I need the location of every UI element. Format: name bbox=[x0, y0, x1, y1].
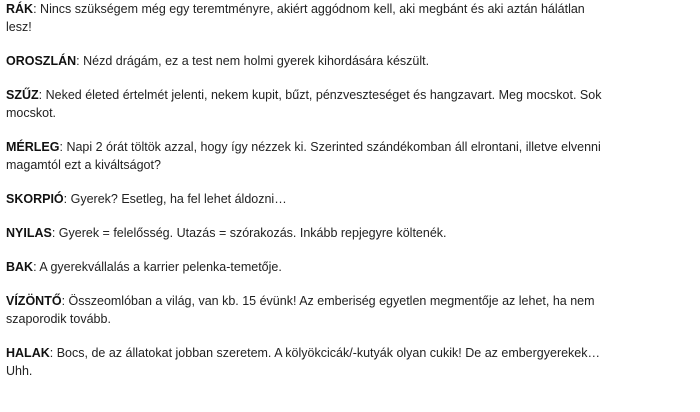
entry-skorpio bbox=[6, 190, 606, 208]
entry-text: Összeomlóban a világ, van kb. 15 évünk! Az emberiség egyetlen megmentője az lehet, ha nem szaporodik tovább. bbox=[6, 294, 595, 326]
sign-label: BAK bbox=[6, 260, 34, 274]
separator: : bbox=[63, 192, 71, 206]
sign-label: RÁK bbox=[6, 2, 34, 16]
sign-label: NYILAS bbox=[6, 226, 52, 240]
separator: : bbox=[61, 294, 69, 308]
sign-label: OROSZLÁN bbox=[6, 54, 77, 68]
entry-text: Nézd drágám, ez a test nem holmi gyerek kihordására készült. bbox=[83, 54, 430, 68]
entry-halak bbox=[6, 344, 606, 380]
entry-rak bbox=[6, 0, 606, 36]
entry-text: Bocs, de az állatokat jobban szeretem. A kölyökcicák/-kutyák olyan cukik! De az embergyerekek… Uhh. bbox=[6, 346, 601, 378]
sign-label: SKORPIÓ bbox=[6, 192, 64, 206]
entry-text: Gyerek? Esetleg, ha fel lehet áldozni… bbox=[70, 192, 287, 206]
entry-text: Nincs szükségem még egy teremtményre, akiért aggódnom kell, aki megbánt és aki aztán hálátlan lesz! bbox=[6, 2, 585, 34]
horoscope-article bbox=[6, 0, 606, 380]
entry-bak bbox=[6, 258, 606, 276]
sign-label: HALAK bbox=[6, 346, 50, 360]
entry-merleg bbox=[6, 138, 606, 174]
entry-oroszlan bbox=[6, 52, 606, 70]
separator: : bbox=[59, 140, 67, 154]
separator: : bbox=[33, 260, 40, 274]
entry-text: Napi 2 órát töltök azzal, hogy így nézzek ki. Szerinted szándékomban áll elrontani, illetve elvenni magamtól ezt a kiváltságot? bbox=[6, 140, 601, 172]
separator: : bbox=[33, 2, 41, 16]
separator: : bbox=[49, 346, 57, 360]
entry-text: Gyerek = felelősség. Utazás = szórakozás. Inkább repjegyre költenék. bbox=[58, 226, 447, 240]
sign-label: SZŰZ bbox=[6, 88, 39, 102]
separator: : bbox=[51, 226, 59, 240]
separator: : bbox=[76, 54, 84, 68]
entry-szuz bbox=[6, 86, 606, 122]
entry-text: A gyerekvállalás a karrier pelenka-temetője. bbox=[39, 260, 282, 274]
entry-nyilas bbox=[6, 224, 606, 242]
separator: : bbox=[38, 88, 46, 102]
entry-text: Neked életed értelmét jelenti, nekem kupit, bűzt, pénzveszteséget és hangzavart. Meg mocskot. Sok mocskot. bbox=[6, 88, 602, 120]
entry-vizonto bbox=[6, 292, 606, 328]
sign-label: VÍZÖNTŐ bbox=[6, 294, 62, 308]
sign-label: MÉRLEG bbox=[6, 140, 60, 154]
